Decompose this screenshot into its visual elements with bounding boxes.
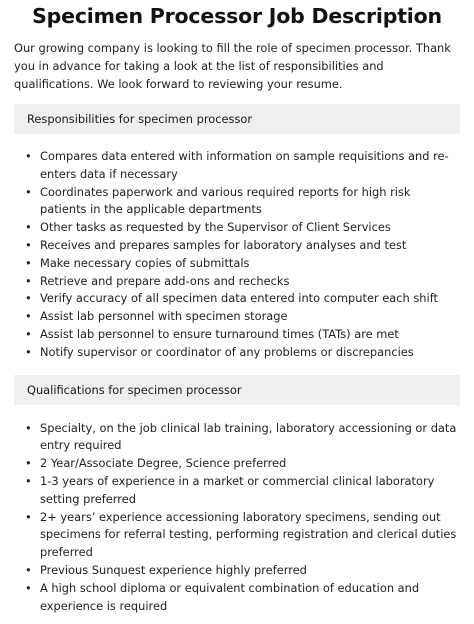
qualifications-header: Qualifications for specimen processor <box>14 375 460 405</box>
bullet-icon: • <box>25 309 32 324</box>
bullet-icon: • <box>25 149 32 163</box>
list-item <box>24 290 460 308</box>
list-item <box>24 455 460 473</box>
list-item-text: 2+ years’ experience accessioning laboratory specimens, sending out specimens for referral testing, performing registration and clerical duties preferred <box>40 509 457 560</box>
list-item <box>24 219 460 237</box>
list-item-text: Assist lab personnel to ensure turnaround times (TATs) are met <box>40 326 399 341</box>
list-item-text: 1-3 years of experience in a market or commercial clinical laboratory setting preferred <box>40 473 435 506</box>
list-item-text: Make necessary copies of submittals <box>40 255 250 270</box>
list-item <box>24 473 460 509</box>
bullet-icon: • <box>25 456 32 471</box>
bullet-icon: • <box>25 273 32 288</box>
list-item <box>24 308 460 326</box>
bullet-icon: • <box>25 562 32 577</box>
list-item-text: Retrieve and prepare add-ons and rechecks <box>40 273 290 288</box>
list-item-text: Specialty, on the job clinical lab training, laboratory accessioning or data entry required <box>40 420 457 453</box>
list-item <box>24 273 460 291</box>
bullet-icon: • <box>25 237 32 252</box>
bullet-icon: • <box>25 473 32 488</box>
bullet-icon: • <box>25 255 32 270</box>
list-item-text: Receives and prepares samples for laboratory analyses and test <box>40 237 407 252</box>
qualifications-list <box>14 420 460 616</box>
list-item-text: Previous Sunquest experience highly preferred <box>40 562 307 577</box>
list-item <box>24 255 460 273</box>
list-item <box>24 562 460 580</box>
list-item <box>24 344 460 362</box>
list-item-text: Assist lab personnel with specimen storage <box>40 309 288 324</box>
bullet-icon: • <box>25 344 32 359</box>
page-title: Specimen Processor Job Description <box>32 4 442 28</box>
list-item-text: 2 Year/Associate Degree, Science preferred <box>40 456 287 471</box>
list-item <box>24 580 460 616</box>
list-item-text: Verify accuracy of all specimen data entered into computer each shift <box>40 291 438 306</box>
list-item <box>24 509 460 562</box>
bullet-icon: • <box>25 326 32 341</box>
list-item-text: Coordinates paperwork and various required reports for high risk patients in the applicable departments <box>40 184 411 217</box>
list-item-text: Other tasks as requested by the Supervisor of Client Services <box>40 220 391 235</box>
intro-paragraph: Our growing company is looking to fill the role of specimen processor. Thank you in advance for taking a look at the list of responsibilities and qualifications. We look forward to reviewing your resume. <box>14 41 451 91</box>
bullet-icon: • <box>25 580 32 595</box>
list-item <box>24 326 460 344</box>
bullet-icon: • <box>25 220 32 235</box>
list-item <box>24 420 460 456</box>
list-item-text: Notify supervisor or coordinator of any problems or discrepancies <box>40 344 414 359</box>
bullet-icon: • <box>25 420 32 435</box>
list-item <box>24 237 460 255</box>
bullet-icon: • <box>25 291 32 306</box>
list-item-text: A high school diploma or equivalent combination of education and experience is required <box>40 580 420 613</box>
bullet-icon: • <box>25 509 32 524</box>
responsibilities-list <box>14 148 460 362</box>
list-item <box>24 148 460 184</box>
list-item-text: Compares data entered with information on sample requisitions and re-enters data if necessary <box>40 149 449 181</box>
responsibilities-header: Responsibilities for specimen processor <box>14 104 460 134</box>
bullet-icon: • <box>25 184 32 199</box>
list-item <box>24 184 460 220</box>
